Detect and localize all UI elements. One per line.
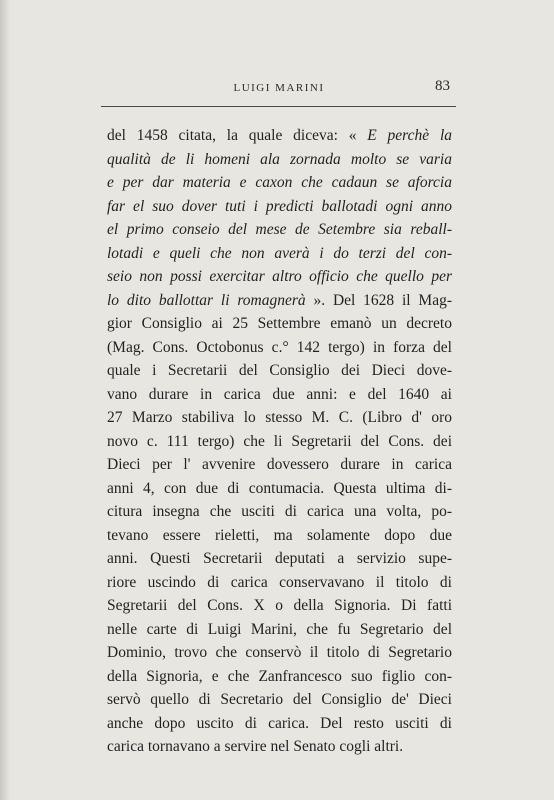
- text-line: [107, 500, 452, 524]
- text-span: del 1458 citata, la quale diceva: «: [107, 127, 368, 144]
- text-span: tevano essere rieletti, ma solamente dopo due: [107, 526, 452, 544]
- body-text: [107, 124, 452, 759]
- text-line: [107, 359, 452, 383]
- text-line: [107, 312, 452, 336]
- text-span: nelle carte di Luigi Marini, che fu Segretario del: [107, 620, 452, 638]
- text-span: ». Del 1628 il Mag-: [305, 291, 452, 309]
- italic-text-span: far el suo dover tuti i predicti ballotadi ogni anno: [107, 197, 452, 215]
- text-span: carica tornavano a servire nel Senato cogli altri.: [107, 738, 404, 755]
- text-line: [107, 453, 452, 477]
- text-line: [107, 712, 452, 736]
- text-line: [107, 171, 452, 195]
- text-span: anche dopo uscito di carica. Del resto usciti di: [107, 714, 452, 732]
- text-span: Dieci per l' avvenire dovessero durare in carica: [107, 456, 452, 473]
- text-span: quale i Secretarii del Consiglio dei Dieci dove-: [107, 362, 452, 379]
- italic-text-span: qualità de li homeni ala zornada molto se varia: [107, 150, 452, 168]
- text-line: [107, 148, 452, 172]
- text-line: [107, 218, 452, 242]
- text-span: servò quello di Secretario del Consiglio de' Dieci: [107, 691, 452, 708]
- text-span: gior Consiglio ai 25 Settembre emanò un decreto: [107, 315, 452, 332]
- italic-text-span: E perchè la: [367, 127, 452, 144]
- page-number: 83: [435, 78, 450, 94]
- text-span: riore uscindo di carica conservavano il titolo di: [107, 573, 452, 591]
- text-line: [107, 289, 452, 313]
- italic-text-span: e per dar materia e caxon che cadaun se aforcia: [107, 174, 452, 191]
- running-head: [102, 78, 456, 98]
- text-line: [107, 430, 452, 454]
- text-span: novo c. 111 tergo) che li Segretarii del Cons. dei: [107, 432, 452, 450]
- text-line: [107, 265, 452, 289]
- text-line: [107, 618, 452, 642]
- text-span: Segretarii del Cons. X o della Signoria. Di fatti: [107, 597, 452, 614]
- text-line: [107, 242, 452, 266]
- text-span: della Signoria, e che Zanfrancesco suo figlio con-: [107, 667, 452, 685]
- text-line: [107, 477, 452, 501]
- text-line: [107, 665, 452, 689]
- text-span: 27 Marzo stabiliva lo stesso M. C. (Libro d' oro: [107, 409, 452, 426]
- text-span: Dominio, trovo che conservò il titolo di Segretario: [107, 644, 452, 661]
- header-rule: [101, 106, 456, 107]
- text-span: citura insegna che usciti di carica una volta, po-: [107, 503, 452, 520]
- text-line: [107, 524, 452, 548]
- text-line: [107, 735, 452, 759]
- text-line: [107, 688, 452, 712]
- text-line: [107, 641, 452, 665]
- page-edge-shadow: [0, 0, 10, 800]
- text-line: [107, 383, 452, 407]
- text-line: [107, 195, 452, 219]
- italic-text-span: lo dito ballottar li romagnerà: [107, 291, 306, 309]
- text-span: anni 4, con due di contumacia. Questa ultima di-: [107, 479, 452, 497]
- text-line: [107, 547, 452, 571]
- italic-text-span: el primo conseio del mese de Setembre sia reball-: [107, 221, 452, 238]
- running-title: LUIGI MARINI: [233, 82, 325, 94]
- text-line: [107, 594, 452, 618]
- text-line: [107, 571, 452, 595]
- text-span: anni. Questi Secretarii deputati a servizio supe-: [107, 550, 452, 567]
- text-span: (Mag. Cons. Octobonus c.° 142 tergo) in forza del: [107, 338, 452, 356]
- text-span: vano durare in carica due anni: e del 1640 ai: [107, 385, 452, 403]
- text-line: [107, 336, 452, 360]
- italic-text-span: seio non possi exercitar altro officio che quello per: [107, 268, 452, 285]
- italic-text-span: lotadi e queli che non averà i do terzi del con-: [107, 244, 452, 262]
- text-line: [107, 124, 452, 148]
- text-line: [107, 406, 452, 430]
